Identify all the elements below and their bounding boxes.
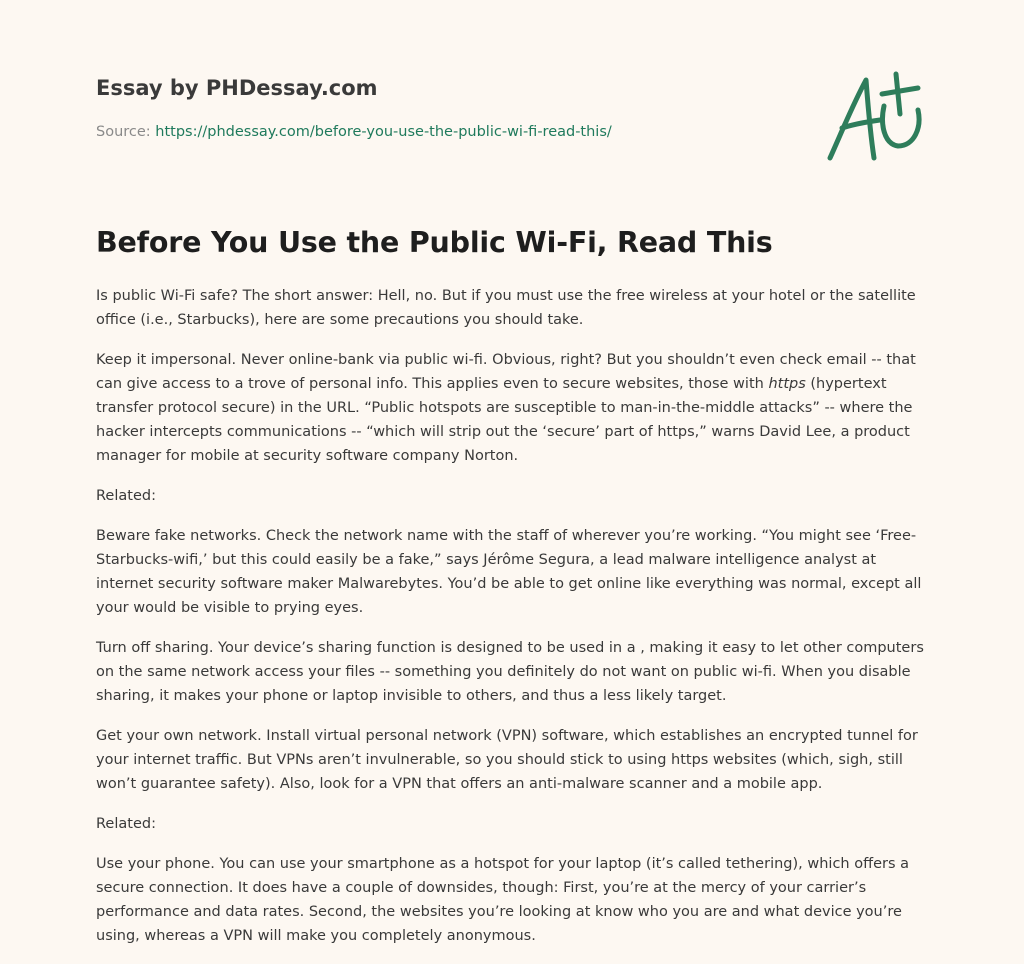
- source-label: Source:: [96, 124, 151, 140]
- paragraph-text: Keep it impersonal. Never online-bank via public wi-fi. Obvious, right? But you shouldn’t even check email -- that can give access to a trove of personal info. This applies even to secure websites, those with: [96, 352, 916, 392]
- essay-body: [96, 284, 932, 964]
- paragraph: Beware fake networks. Check the network name with the staff of wherever you’re working. “You might see ‘Free-Starbucks-wifi,’ but this could easily be a fake,” says Jérôme Segura, a lead malware intelligence analyst at internet security software maker Malwarebytes. You’d be able to get online like everything was normal, except all your would be visible to prying eyes.: [96, 528, 922, 616]
- paragraph: Turn off sharing. Your device’s sharing function is designed to be used in a , making it easy to let other computers on the same network access your files -- something you definitely do not want on public wi-fi. When you disable sharing, it makes your phone or laptop invisible to others, and thus a less likely target.: [96, 640, 924, 704]
- paragraph: Use your phone. You can use your smartphone as a hotspot for your laptop (it’s called tethering), which offers a secure connection. It does have a couple of downsides, though: First, you’re at the mercy of your carrier’s performance and data rates. Second, the websites you’re looking at know who you are and what device you’re using, whereas a VPN will make you completely anonymous.: [96, 856, 910, 944]
- paragraph: Is public Wi-Fi safe? The short answer: Hell, no. But if you must use the free wireless at your hotel or the satellite office (i.e., Starbucks), here are some precautions you should take.: [96, 288, 916, 328]
- paragraph-text: (hypertext transfer protocol secure) in the URL. “Public hotspots are susceptible to man-in-the-middle attacks” -- where the hacker intercepts communications -- “which will strip out the ‘secure’ part of https,” warns David Lee, a product manager for mobile at security software company Norton.: [96, 376, 913, 464]
- paragraph: [96, 348, 932, 468]
- site-title: Essay by PHDessay.com: [96, 76, 378, 100]
- related-label: Related:: [96, 816, 156, 832]
- related-label: Related:: [96, 488, 156, 504]
- source-link[interactable]: https://phdessay.com/before-you-use-the-public-wi-fi-read-this/: [155, 124, 612, 140]
- a-plus-logo-icon: [822, 66, 932, 166]
- paragraph-emphasis: https: [768, 376, 806, 392]
- source-line: [96, 124, 612, 140]
- essay-title: Before You Use the Public Wi-Fi, Read This: [96, 226, 773, 259]
- paragraph: Get your own network. Install virtual personal network (VPN) software, which establishes an encrypted tunnel for your internet traffic. But VPNs aren’t invulnerable, so you should stick to using https websites (which, sigh, still won’t guarantee safety). Also, look for a VPN that offers an anti-malware scanner and a mobile app.: [96, 728, 918, 792]
